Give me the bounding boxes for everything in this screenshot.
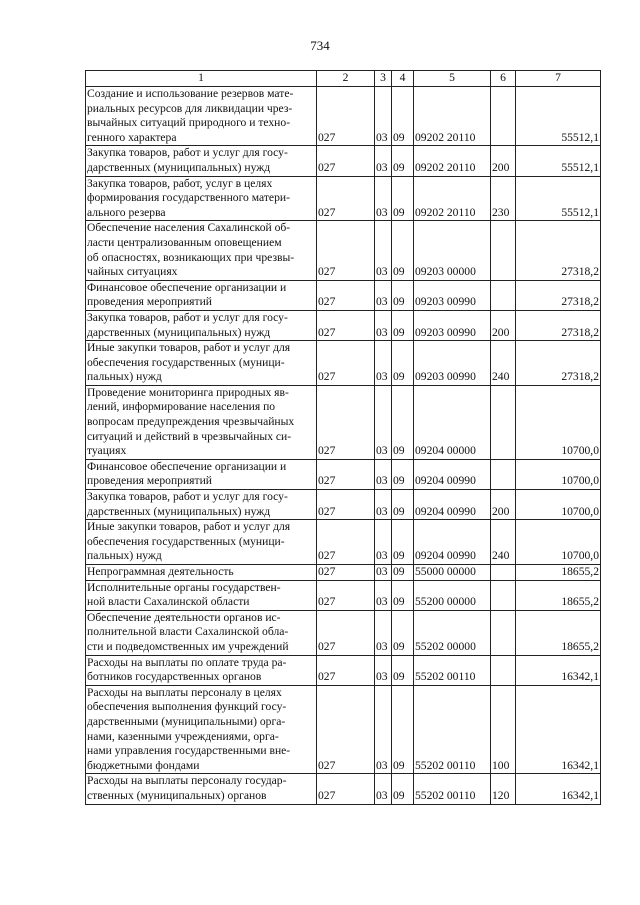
row-section-code: 03 xyxy=(375,385,392,459)
row-ministry-code: 027 xyxy=(317,490,375,520)
row-expense-type-code xyxy=(491,459,516,489)
row-expense-type-code: 200 xyxy=(491,310,516,340)
row-target-article-code: 55202 00110 xyxy=(414,655,491,685)
row-name xyxy=(86,610,317,655)
row-ministry-code: 027 xyxy=(317,341,375,386)
row-target-article-code: 09204 00990 xyxy=(414,520,491,565)
row-subsection-code: 09 xyxy=(392,385,414,459)
table-row xyxy=(86,87,601,146)
row-name-line: Иные закупки товаров, работ и услуг для xyxy=(87,520,291,534)
table-row xyxy=(86,610,601,655)
row-subsection-code: 09 xyxy=(392,221,414,280)
row-ministry-code: 027 xyxy=(317,221,375,280)
row-section-code: 03 xyxy=(375,280,392,310)
row-subsection-code: 09 xyxy=(392,565,414,581)
row-name-line: обеспечения государственных (муници- xyxy=(87,355,285,369)
row-subsection-code: 09 xyxy=(392,774,414,804)
row-subsection-code: 09 xyxy=(392,490,414,520)
row-name-line: дарственных (муниципальных) нужд xyxy=(87,160,271,174)
row-name-line: Обеспечение деятельности органов ис- xyxy=(87,610,281,624)
row-name xyxy=(86,341,317,386)
row-section-code: 03 xyxy=(375,146,392,176)
column-header: 7 xyxy=(516,71,601,87)
row-target-article-code: 55200 00000 xyxy=(414,580,491,610)
row-amount: 27318,2 xyxy=(516,280,601,310)
column-header: 4 xyxy=(392,71,414,87)
row-target-article-code: 09203 00000 xyxy=(414,221,491,280)
row-amount: 27318,2 xyxy=(516,221,601,280)
row-name-line: ботников государственных органов xyxy=(87,670,262,684)
row-expense-type-code: 240 xyxy=(491,520,516,565)
row-name-line: дарственными (муниципальными) орга- xyxy=(87,714,286,728)
row-name-line: туациях xyxy=(87,444,127,458)
row-ministry-code: 027 xyxy=(317,655,375,685)
row-expense-type-code: 100 xyxy=(491,685,516,774)
row-name-line: обеспечения выполнения функций госу- xyxy=(87,700,287,714)
row-name-line: об опасностях, возникающих при чрезвы- xyxy=(87,250,295,264)
column-header: 1 xyxy=(86,71,317,87)
row-subsection-code: 09 xyxy=(392,146,414,176)
row-ministry-code: 027 xyxy=(317,176,375,221)
row-ministry-code: 027 xyxy=(317,520,375,565)
row-target-article-code: 55202 00000 xyxy=(414,610,491,655)
row-section-code: 03 xyxy=(375,565,392,581)
budget-table xyxy=(85,70,601,805)
row-expense-type-code: 230 xyxy=(491,176,516,221)
row-name xyxy=(86,146,317,176)
row-section-code: 03 xyxy=(375,610,392,655)
row-ministry-code: 027 xyxy=(317,146,375,176)
row-name-line: бюджетными фондами xyxy=(87,758,200,772)
row-name-line: лений, информирование населения по xyxy=(87,400,276,414)
row-amount: 27318,2 xyxy=(516,310,601,340)
row-subsection-code: 09 xyxy=(392,580,414,610)
row-name-line: проведения мероприятий xyxy=(87,295,212,309)
row-name-line: полнительной власти Сахалинской обла- xyxy=(87,625,289,639)
row-name-line: Финансовое обеспечение организации и xyxy=(87,280,287,294)
row-expense-type-code xyxy=(491,565,516,581)
row-name xyxy=(86,459,317,489)
table-row xyxy=(86,146,601,176)
row-expense-type-code xyxy=(491,385,516,459)
row-name-line: Расходы на выплаты по оплате труда ра- xyxy=(87,655,287,669)
row-name-line: Обеспечение населения Сахалинской об- xyxy=(87,221,291,235)
row-target-article-code: 55202 00110 xyxy=(414,774,491,804)
header-row xyxy=(86,71,601,87)
row-name xyxy=(86,221,317,280)
page-number: 734 xyxy=(310,38,330,53)
row-name-line: ственных (муниципальных) органов xyxy=(87,788,267,802)
row-name xyxy=(86,385,317,459)
row-name xyxy=(86,280,317,310)
row-subsection-code: 09 xyxy=(392,520,414,565)
row-subsection-code: 09 xyxy=(392,87,414,146)
row-name-line: Расходы на выплаты персоналу в целях xyxy=(87,685,282,699)
row-section-code: 03 xyxy=(375,176,392,221)
row-expense-type-code: 240 xyxy=(491,341,516,386)
row-name xyxy=(86,520,317,565)
row-amount: 18655,2 xyxy=(516,610,601,655)
row-name xyxy=(86,87,317,146)
table-row xyxy=(86,280,601,310)
row-subsection-code: 09 xyxy=(392,341,414,386)
row-name-line: Создание и использование резервов мате- xyxy=(87,87,294,100)
row-section-code: 03 xyxy=(375,490,392,520)
row-name xyxy=(86,310,317,340)
table-row xyxy=(86,385,601,459)
table-row xyxy=(86,774,601,804)
row-amount: 18655,2 xyxy=(516,580,601,610)
row-expense-type-code: 120 xyxy=(491,774,516,804)
row-name-line: генного характера xyxy=(87,130,177,144)
row-expense-type-code xyxy=(491,580,516,610)
row-subsection-code: 09 xyxy=(392,655,414,685)
row-name-line: вычайных ситуаций природного и техно- xyxy=(87,116,291,130)
row-target-article-code: 55000 00000 xyxy=(414,565,491,581)
row-ministry-code: 027 xyxy=(317,385,375,459)
row-section-code: 03 xyxy=(375,310,392,340)
row-name-line: дарственных (муниципальных) нужд xyxy=(87,504,271,518)
row-ministry-code: 027 xyxy=(317,310,375,340)
row-expense-type-code xyxy=(491,610,516,655)
row-target-article-code: 09204 00990 xyxy=(414,459,491,489)
row-target-article-code: 09202 20110 xyxy=(414,146,491,176)
row-expense-type-code xyxy=(491,655,516,685)
row-name xyxy=(86,176,317,221)
row-name xyxy=(86,580,317,610)
table-row xyxy=(86,490,601,520)
row-amount: 10700,0 xyxy=(516,459,601,489)
table-row xyxy=(86,310,601,340)
row-section-code: 03 xyxy=(375,520,392,565)
row-target-article-code: 09203 00990 xyxy=(414,341,491,386)
table-row xyxy=(86,580,601,610)
row-name xyxy=(86,655,317,685)
row-section-code: 03 xyxy=(375,221,392,280)
row-name-line: Финансовое обеспечение организации и xyxy=(87,459,287,473)
table-row xyxy=(86,459,601,489)
row-expense-type-code xyxy=(491,280,516,310)
row-ministry-code: 027 xyxy=(317,580,375,610)
row-target-article-code: 09204 00000 xyxy=(414,385,491,459)
table-row xyxy=(86,341,601,386)
row-amount: 55512,1 xyxy=(516,146,601,176)
row-name-line: риальных ресурсов для ликвидации чрез- xyxy=(87,101,293,115)
row-amount: 55512,1 xyxy=(516,176,601,221)
row-name-line: проведения мероприятий xyxy=(87,474,212,488)
table-row xyxy=(86,221,601,280)
row-name-line: Исполнительные органы государствен- xyxy=(87,580,281,594)
row-amount: 16342,1 xyxy=(516,655,601,685)
row-name-line: Закупка товаров, работ и услуг для госу- xyxy=(87,310,288,324)
row-subsection-code: 09 xyxy=(392,685,414,774)
column-header: 6 xyxy=(491,71,516,87)
row-section-code: 03 xyxy=(375,580,392,610)
row-ministry-code: 027 xyxy=(317,280,375,310)
row-name xyxy=(86,490,317,520)
row-name-line: нами, казенными учреждениями, орга- xyxy=(87,729,279,743)
row-ministry-code: 027 xyxy=(317,610,375,655)
row-target-article-code: 09203 00990 xyxy=(414,280,491,310)
row-name-line: Расходы на выплаты персоналу государ- xyxy=(87,774,287,788)
row-ministry-code: 027 xyxy=(317,685,375,774)
column-header: 2 xyxy=(317,71,375,87)
row-name xyxy=(86,685,317,774)
column-header: 3 xyxy=(375,71,392,87)
row-amount: 27318,2 xyxy=(516,341,601,386)
row-subsection-code: 09 xyxy=(392,310,414,340)
row-name-line: Закупка товаров, работ, услуг в целях xyxy=(87,176,273,190)
table-row xyxy=(86,685,601,774)
row-ministry-code: 027 xyxy=(317,774,375,804)
row-subsection-code: 09 xyxy=(392,610,414,655)
row-name-line: обеспечения государственных (муници- xyxy=(87,534,285,548)
row-amount: 16342,1 xyxy=(516,685,601,774)
row-section-code: 03 xyxy=(375,341,392,386)
row-expense-type-code xyxy=(491,87,516,146)
row-target-article-code: 09202 20110 xyxy=(414,176,491,221)
row-name-line: Проведение мониторинга природных яв- xyxy=(87,385,289,399)
row-target-article-code: 09204 00990 xyxy=(414,490,491,520)
row-expense-type-code xyxy=(491,221,516,280)
row-name-line: Непрограммная деятельность xyxy=(87,565,234,578)
row-subsection-code: 09 xyxy=(392,459,414,489)
row-amount: 10700,0 xyxy=(516,490,601,520)
row-name-line: чайных ситуациях xyxy=(87,265,178,279)
row-section-code: 03 xyxy=(375,685,392,774)
row-name-line: пальных) нужд xyxy=(87,370,162,384)
row-section-code: 03 xyxy=(375,655,392,685)
column-header: 5 xyxy=(414,71,491,87)
row-name xyxy=(86,774,317,804)
row-name-line: ситуаций и действий в чрезвычайных си- xyxy=(87,429,292,443)
row-name-line: ального резерва xyxy=(87,205,166,219)
row-section-code: 03 xyxy=(375,87,392,146)
row-section-code: 03 xyxy=(375,459,392,489)
row-name-line: вопросам предупреждения чрезвычайных xyxy=(87,415,295,429)
row-target-article-code: 55202 00110 xyxy=(414,685,491,774)
row-name-line: ласти централизованным оповещением xyxy=(87,235,282,249)
row-section-code: 03 xyxy=(375,774,392,804)
row-subsection-code: 09 xyxy=(392,176,414,221)
row-name-line: ной власти Сахалинской области xyxy=(87,595,250,609)
row-amount: 18655,2 xyxy=(516,565,601,581)
row-name-line: Закупка товаров, работ и услуг для госу- xyxy=(87,146,288,160)
row-name-line: Иные закупки товаров, работ и услуг для xyxy=(87,341,291,355)
row-name-line: сти и подведомственных им учреждений xyxy=(87,639,289,653)
row-ministry-code: 027 xyxy=(317,565,375,581)
row-ministry-code: 027 xyxy=(317,87,375,146)
row-name-line: дарственных (муниципальных) нужд xyxy=(87,325,271,339)
row-expense-type-code: 200 xyxy=(491,146,516,176)
table-row xyxy=(86,655,601,685)
row-name xyxy=(86,565,317,581)
row-amount: 55512,1 xyxy=(516,87,601,146)
row-amount: 10700,0 xyxy=(516,385,601,459)
row-subsection-code: 09 xyxy=(392,280,414,310)
row-target-article-code: 09203 00990 xyxy=(414,310,491,340)
table-row xyxy=(86,520,601,565)
row-amount: 10700,0 xyxy=(516,520,601,565)
table-row xyxy=(86,176,601,221)
row-expense-type-code: 200 xyxy=(491,490,516,520)
row-name-line: формирования государственного матери- xyxy=(87,191,290,205)
row-name-line: Закупка товаров, работ и услуг для госу- xyxy=(87,490,288,504)
table-row xyxy=(86,565,601,581)
row-name-line: нами управления государственными вне- xyxy=(87,744,291,758)
row-ministry-code: 027 xyxy=(317,459,375,489)
row-name-line: пальных) нужд xyxy=(87,549,162,563)
row-amount: 16342,1 xyxy=(516,774,601,804)
row-target-article-code: 09202 20110 xyxy=(414,87,491,146)
